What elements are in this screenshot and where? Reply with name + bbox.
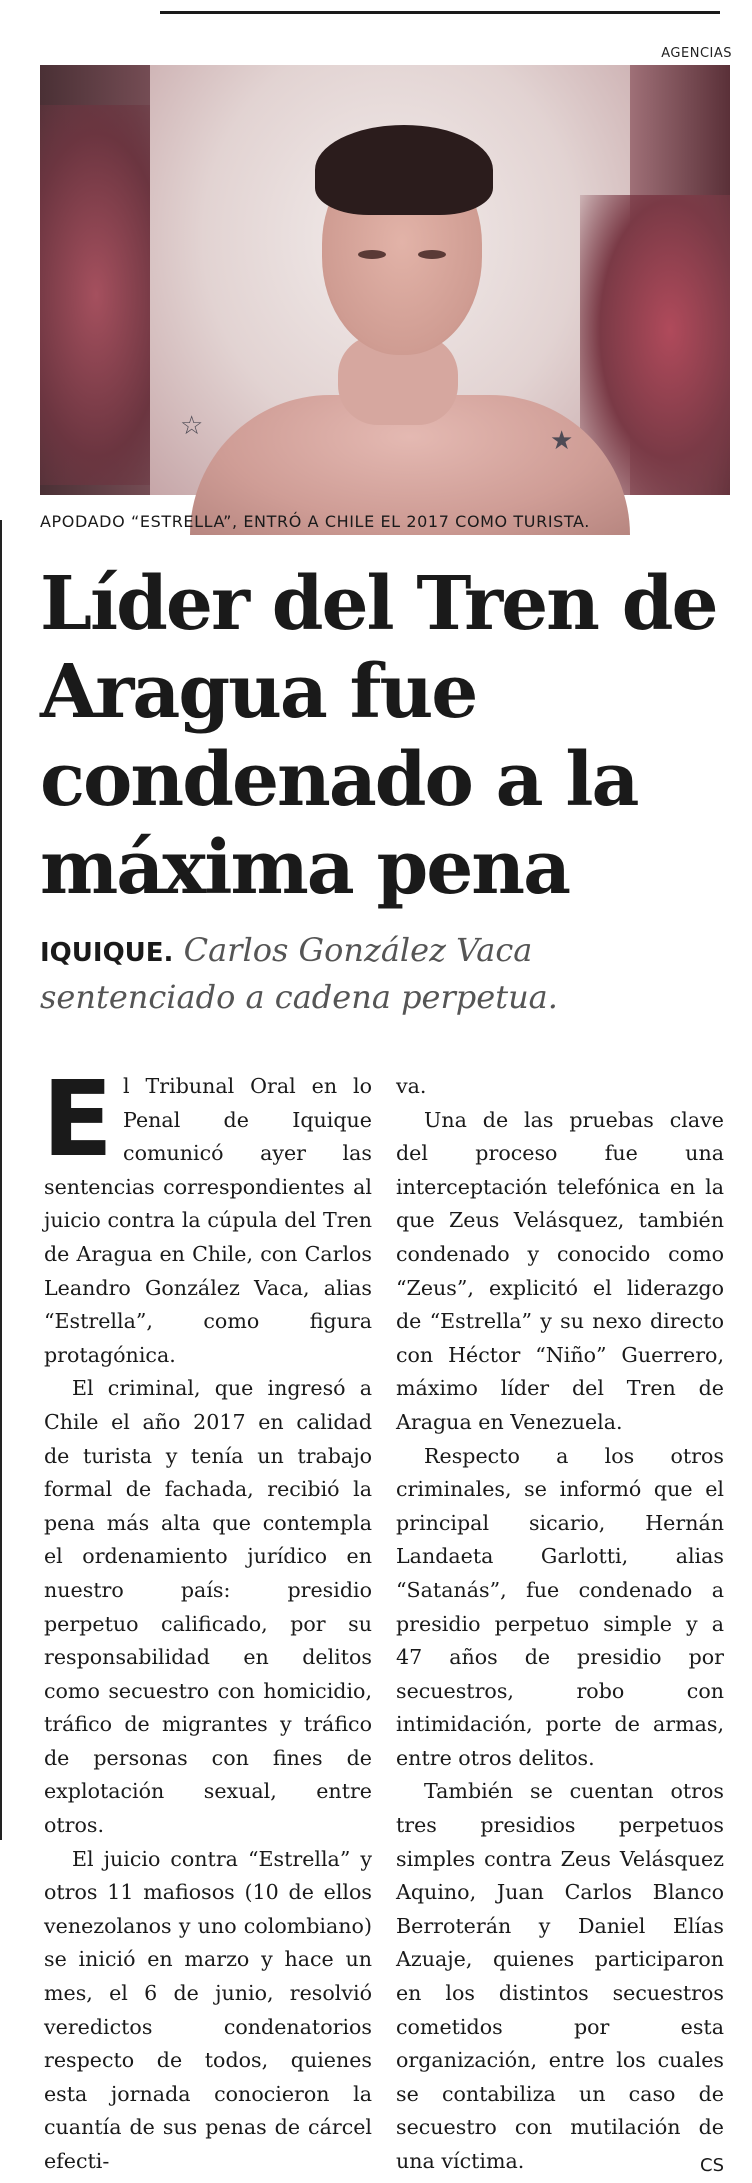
kicker: [40, 928, 730, 1019]
star-tattoo-icon: ★: [550, 426, 574, 456]
star-tattoo-icon: ☆: [180, 411, 204, 441]
kicker-location: IQUIQUE.: [40, 938, 174, 968]
article-column-2: [396, 1070, 724, 2176]
photo-caption: APODADO “ESTRELLA”, ENTRÓ A CHILE EL 2017 COMO TURISTA.: [40, 512, 590, 531]
column-divider: [0, 520, 6, 1840]
article-photo: [40, 65, 730, 495]
paragraph: El Tribunal Oral en lo Penal de Iquique comunicó ayer las sentencias correspondientes al juicio contra la cúpula del Tren de Aragua en Chile, con Carlos Leandro González Vaca, alias “Estrella”, como figura protagónica.: [42, 1058, 372, 1367]
paragraph: Respecto a los otros criminales, se informó que el principal sicario, Hernán Landaeta Garlotti, alias “Satanás”, fue condenado a presidio perpetuo simple y a 47 años de presidio por secuestros, robo con intimidación, porte de armas, entre otros delitos.: [396, 1443, 724, 1770]
article-body: [42, 1058, 724, 2176]
paragraph: El juicio contra “Estrella” y otros 11 mafiosos (10 de ellos venezolanos y uno colombiano) se inició en marzo y hace un mes, el 6 de junio, resolvió veredictos condenatorios respecto de todos, quienes esta jornada conocieron la cuantía de sus penas de cárcel efecti-: [44, 1846, 372, 2173]
paragraph: También se cuentan otros tres presidios perpetuos simples contra Zeus Velásquez Aquino, Juan Carlos Blanco Berroterán y Daniel Elías Azuaje, quienes participaron en los distintos secuestros cometidos por esta organización, entre los cuales se contabiliza un caso de secuestro con mutilación de una víctima. CS: [396, 1775, 724, 2178]
paragraph: El criminal, que ingresó a Chile el año 2017 en calidad de turista y tenía un trabajo formal de fachada, recibió la pena más alta que contempla el ordenamiento jurídico en nuestro país: presidio perpetuo calificado, por su responsabilidad en delitos como secuestro con homicidio, tráfico de migrantes y tráfico de personas con fines de explotación sexual, entre otros.: [44, 1376, 372, 1838]
photo-hair: [315, 125, 493, 215]
paragraph: va.: [396, 1074, 427, 1098]
end-mark-icon: CS: [700, 2155, 724, 2176]
paragraph: Una de las pruebas clave del proceso fue una interceptación telefónica en la que Zeus Velásquez, también condenado y conocido como “Zeus”, explicitó el liderazgo de “Estrella” y su nexo directo con Héctor “Niño” Guerrero, máximo líder del Tren de Aragua en Venezuela.: [396, 1107, 724, 1434]
photo-credit: AGENCIAS: [661, 46, 732, 61]
drop-cap: E: [42, 1058, 114, 1180]
photo-bg-right: [580, 195, 730, 495]
photo-eye-left: [358, 250, 386, 259]
article-column-1: [42, 1058, 372, 2173]
top-rule: [160, 0, 720, 14]
photo-eye-right: [418, 250, 446, 259]
kicker-dek: Carlos González Vaca sentenciado a cadena perpetua.: [40, 931, 558, 1016]
headline: Líder del Tren de Aragua fue condenado a la máxima pena: [40, 561, 717, 911]
